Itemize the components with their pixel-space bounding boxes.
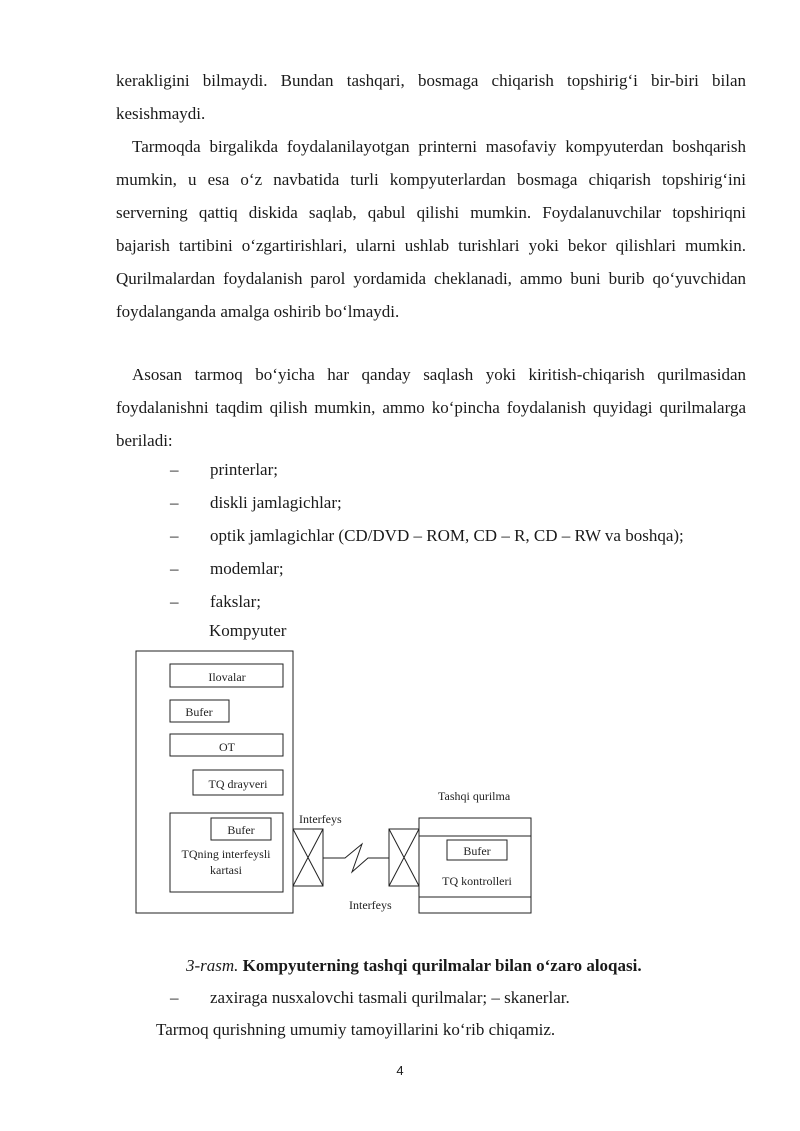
caption-number: 3-rasm. bbox=[186, 956, 239, 975]
device-buffer-label: Bufer bbox=[463, 844, 491, 858]
interface-top-label: Interfeys bbox=[299, 812, 342, 826]
page-number: 4 bbox=[396, 1063, 404, 1078]
list-marker: – bbox=[170, 559, 179, 578]
controller-label: TQ kontrolleri bbox=[442, 874, 512, 888]
paragraph-2: Tarmoqda birgalikda foydalanilayotgan printerni masofaviy kompyuterdan boshqarish mumkin, u esa o‘z navbatida turli kompyuterlardan bosmaga chiqarish topshirig‘ini serverning qattiq diskida saqlab, qabul qilishi mumkin. Foydalanuvchilar topshiriqni bajarish tartibini o‘zgartirishlari, ularni ushlab turishlari yoki bekor qilishlari mumkin. Qurilmalardan foydalanish parol yordamida cheklanadi, ammo buni burib qo‘yuvchidan foydalanganda amalga oshirib bo‘lmaydi. bbox=[116, 137, 746, 321]
interface-card-label-1: TQning interfeysli bbox=[181, 847, 271, 861]
list-marker: – bbox=[170, 988, 179, 1007]
interface-bottom-label: Interfeys bbox=[349, 898, 392, 912]
list-item-text: modemlar; bbox=[210, 559, 284, 578]
list-item-text: zaxiraga nusxalovchi tasmali qurilmalar; – skanerlar. bbox=[210, 988, 570, 1007]
list-marker: – bbox=[170, 592, 179, 611]
list-marker: – bbox=[170, 460, 179, 479]
caption-title: Kompyuterning tashqi qurilmalar bilan o‘zaro aloqasi. bbox=[242, 956, 642, 975]
closing-line: Tarmoq qurishning umumiy tamoyillarini ko‘rib chiqamiz. bbox=[156, 1020, 556, 1039]
interface-card-label-2: kartasi bbox=[210, 863, 242, 877]
list-marker: – bbox=[170, 493, 179, 512]
communication-link bbox=[323, 844, 389, 872]
list-item-text: optik jamlagichlar (CD/DVD – ROM, CD – R, CD – RW va boshqa); bbox=[210, 526, 684, 545]
list-item bbox=[170, 986, 570, 1010]
paragraph-1: kerakligini bilmaydi. Bundan tashqari, bosmaga chiqarish topshirig‘i bir-biri bilan kesishmaydi. bbox=[116, 71, 746, 123]
list-item-text: fakslar; bbox=[210, 592, 261, 611]
list-marker: – bbox=[170, 526, 179, 545]
external-device-label: Tashqi qurilma bbox=[438, 789, 511, 803]
paragraph-3: Asosan tarmoq bo‘yicha har qanday saqlash yoki kiritish-chiqarish qurilmasidan foydalanishni taqdim qilish mumkin, ammo ko‘pincha foydalanish quyidagi qurilmalarga beriladi: bbox=[116, 365, 746, 450]
driver-label: TQ drayveri bbox=[208, 777, 268, 791]
list-item-text: printerlar; bbox=[210, 460, 278, 479]
os-label: OT bbox=[219, 740, 235, 754]
card-buffer-label: Bufer bbox=[227, 823, 255, 837]
apps-label: Ilovalar bbox=[208, 670, 246, 684]
list-item-text: diskli jamlagichlar; bbox=[210, 493, 342, 512]
figure-caption bbox=[186, 956, 642, 976]
computer-label: Kompyuter bbox=[209, 621, 287, 640]
external-device-box bbox=[419, 818, 531, 913]
buffer-label: Bufer bbox=[185, 705, 213, 719]
